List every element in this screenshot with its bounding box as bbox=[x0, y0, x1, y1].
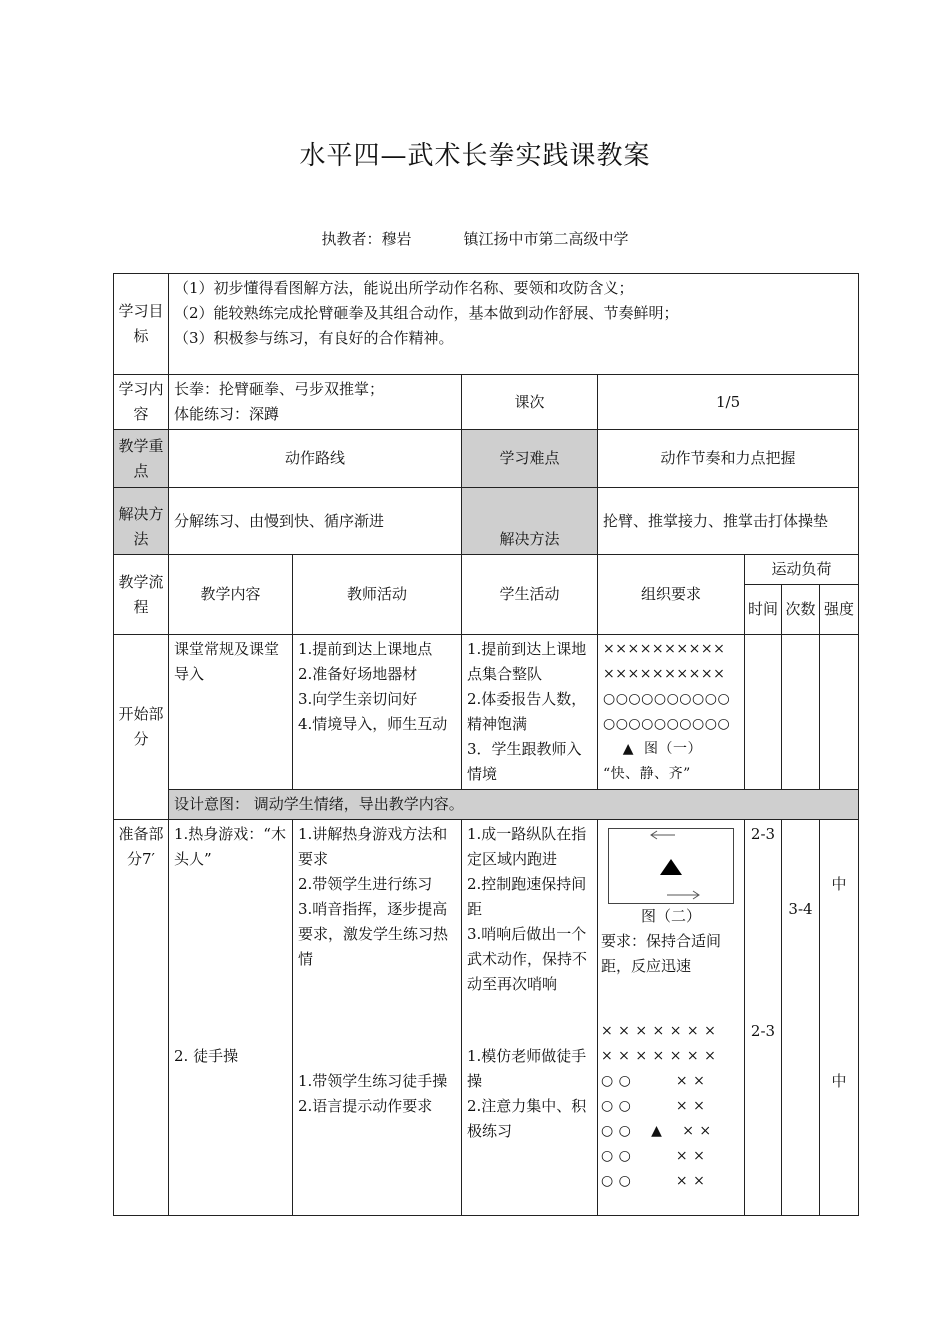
objective-item: （1）初步懂得看图解方法，能说出所学动作名称、要领和攻防含义； bbox=[174, 279, 634, 297]
lesson-label: 课次 bbox=[462, 375, 598, 430]
calisthenics-formation: × × × × × × × × × × × × × × ○ ○ × × ○ ○ × × ○ ○ ▲ × × ○ ○ × × ○ ○ × × bbox=[601, 1023, 717, 1189]
start-content: 课堂常规及课堂导入 bbox=[169, 635, 293, 790]
prep-content-1: 1.热身游戏：“木头人” bbox=[174, 825, 286, 868]
header-teacher: 教师活动 bbox=[293, 555, 462, 635]
start-student: 1.提前到达上课地点集合整队 2.体委报告人数，精神饱满 3．学生跟教师入情境 bbox=[462, 635, 598, 790]
prep-teacher-1: 1.讲解热身游戏方法和要求 2.带领学生进行练习 3.哨音指挥，逐步提高要求，激发学生练习热情 bbox=[298, 825, 449, 968]
prep-student-cell bbox=[462, 820, 598, 1216]
header-load: 运动负荷 bbox=[745, 555, 859, 585]
objective-item: （2）能较熟练完成抡臂砸拳及其组合动作，基本做到动作舒展、节奏鲜明； bbox=[174, 304, 679, 322]
header-intensity: 强度 bbox=[820, 585, 859, 635]
start-intensity bbox=[820, 635, 859, 790]
lesson-value: 1/5 bbox=[598, 375, 859, 430]
objectives-label: 学习目标 bbox=[114, 274, 169, 375]
start-count bbox=[782, 635, 820, 790]
header-student: 学生活动 bbox=[462, 555, 598, 635]
prep-student-1: 1.成一路纵队在指定区域内跑进 2.控制跑速保持间距 3.哨响后做出一个武术动作，保持不动至再次哨响 bbox=[467, 825, 588, 993]
header-content: 教学内容 bbox=[169, 555, 293, 635]
solution-label: 解决方法 bbox=[114, 488, 169, 555]
prep-count-cell bbox=[782, 820, 820, 1216]
header-count: 次数 bbox=[782, 585, 820, 635]
org-caption-2: 图（二） bbox=[640, 907, 701, 925]
start-time bbox=[745, 635, 782, 790]
prep-intensity-2: 中 bbox=[831, 1072, 847, 1090]
triangle-icon bbox=[660, 859, 682, 875]
school-name: 镇江扬中市第二高级中学 bbox=[463, 230, 629, 248]
header-flow: 教学流程 bbox=[114, 555, 169, 635]
prep-student-2: 1.模仿老师做徒手操 2.注意力集中、积极练习 bbox=[467, 1047, 587, 1140]
prep-intensity-1: 中 bbox=[831, 875, 847, 893]
prep-time-2: 2-3 bbox=[750, 1022, 776, 1040]
teacher-name: 执教者：穆岩 bbox=[321, 230, 412, 248]
prep-label: 准备部分7′ bbox=[114, 820, 169, 1216]
header-time: 时间 bbox=[745, 585, 782, 635]
focus-label: 教学重点 bbox=[114, 430, 169, 488]
start-label: 开始部分 bbox=[114, 635, 169, 820]
objectives-list bbox=[169, 274, 859, 375]
arrow-icon bbox=[609, 829, 733, 903]
prep-content-2: 2. 徒手操 bbox=[174, 1047, 239, 1065]
prep-content-cell bbox=[169, 820, 293, 1216]
difficulty-value: 动作节奏和力点把握 bbox=[598, 430, 859, 488]
content-label: 学习内容 bbox=[114, 375, 169, 430]
prep-teacher-cell bbox=[293, 820, 462, 1216]
prep-org-cell bbox=[598, 820, 745, 1216]
prep-count-1: 3-4 bbox=[788, 900, 813, 918]
header-org: 组织要求 bbox=[598, 555, 745, 635]
content-text: 长拳：抡臂砸拳、弓步双推掌； 体能练习：深蹲 bbox=[169, 375, 462, 430]
prep-intensity-cell bbox=[820, 820, 859, 1216]
prep-time-1: 2-3 bbox=[750, 825, 776, 843]
page-title: 水平四—武术长拳实践课教案 bbox=[299, 141, 651, 171]
org-requirement: 要求：保持合适间距，反应迅速 bbox=[601, 932, 722, 975]
prep-time-cell bbox=[745, 820, 782, 1216]
prep-teacher-2: 1.带领学生练习徒手操 2.语言提示动作要求 bbox=[298, 1072, 448, 1115]
solution-value: 分解练习、由慢到快、循序渐进 bbox=[169, 488, 462, 555]
difficulty-label: 学习难点 bbox=[462, 430, 598, 488]
running-route-diagram bbox=[608, 828, 734, 904]
objective-item: （3）积极参与练习，有良好的合作精神。 bbox=[174, 329, 454, 347]
start-org: ×××××××××× ×××××××××× ○○○○○○○○○○ ○○○○○○○○○○ ▲ 图（一） “快、静、齐” bbox=[598, 635, 745, 790]
solution2-value: 抡臂、推掌接力、推掌击打体操垫 bbox=[598, 488, 859, 555]
design-intent: 设计意图： 调动学生情绪，导出教学内容。 bbox=[169, 790, 859, 820]
author-line bbox=[0, 228, 950, 249]
solution2-label: 解决方法 bbox=[462, 488, 598, 555]
lesson-plan-table bbox=[113, 273, 859, 1216]
focus-value: 动作路线 bbox=[169, 430, 462, 488]
start-teacher: 1.提前到达上课地点 2.准备好场地器材 3.向学生亲切问好 4.情境导入，师生互动 bbox=[293, 635, 462, 790]
